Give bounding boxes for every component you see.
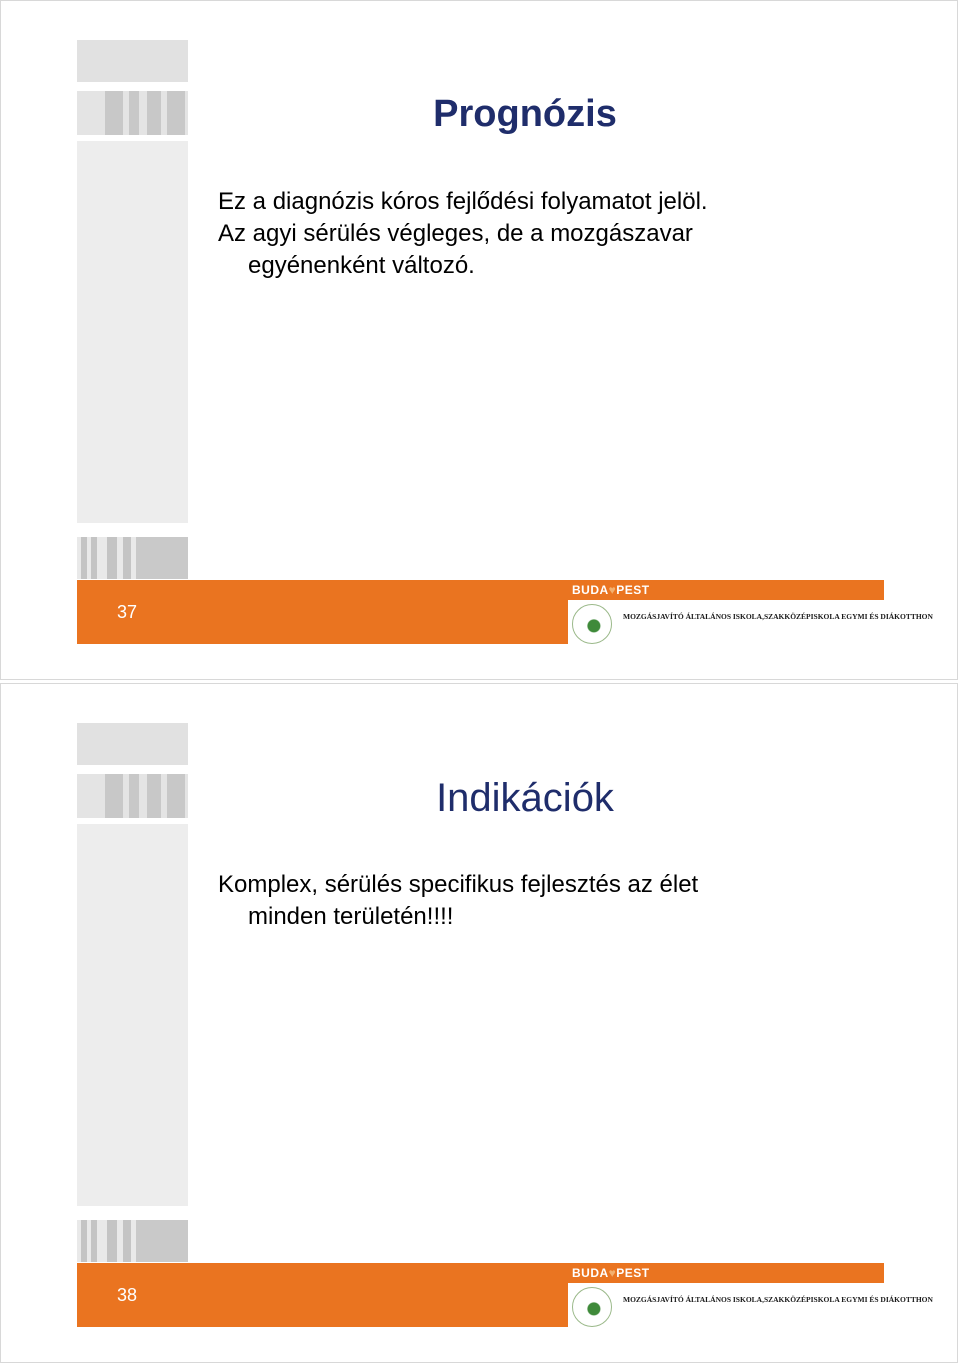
school-seal-icon [572,604,612,644]
slide-title: Indikációk [436,776,614,820]
body-line: egyénenként változó. [248,252,475,279]
body-line: Komplex, sérülés specifikus fejlesztés az élet [218,871,699,898]
slide-38 [0,683,960,1367]
slide-body [218,186,708,282]
decorative-block [77,40,188,82]
decorative-block [77,723,188,765]
decorative-panel [77,824,188,1206]
brand-name: BUDA♥PEST [572,583,650,597]
body-line: minden területén!!!! [248,903,454,930]
slide-number: 38 [116,1284,138,1305]
slide-number: 37 [116,601,138,622]
school-seal-icon [572,1287,612,1327]
body-line: Az agyi sérülés végleges, de a mozgászavar [218,220,693,247]
school-name: MOZGÁSJAVÍTÓ ÁLTALÁNOS ISKOLA,SZAKKÖZÉPISKOLA EGYMI ÉS DIÁKOTTHON [623,1295,933,1304]
body-line: Ez a diagnózis kóros fejlődési folyamatot jelöl. [218,188,708,215]
budapest-logo [568,1263,933,1327]
decorative-stripes [77,91,188,135]
decorative-panel [77,141,188,523]
budapest-logo [568,580,933,644]
school-name: MOZGÁSJAVÍTÓ ÁLTALÁNOS ISKOLA,SZAKKÖZÉPISKOLA EGYMI ÉS DIÁKOTTHON [623,612,933,621]
slide-body [218,869,698,933]
slide-title: Prognózis [433,93,617,135]
decorative-stripes [77,774,188,818]
heart-icon: ♥ [608,583,617,597]
decorative-block [136,537,188,579]
brand-name: BUDA♥PEST [572,1266,650,1280]
decorative-block [136,1220,188,1262]
heart-icon: ♥ [608,1266,617,1280]
